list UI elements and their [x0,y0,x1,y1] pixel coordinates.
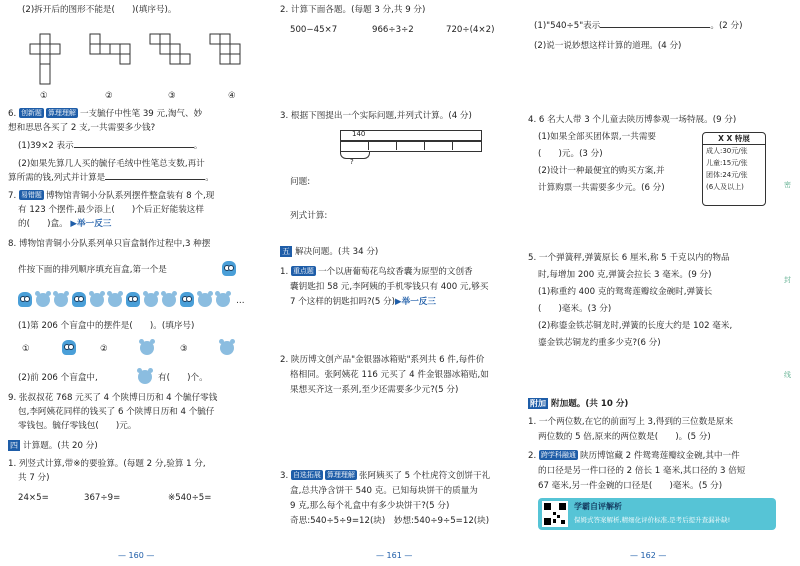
s1-line1: 1. 重点题 一个以唐葡萄花鸟纹香囊为原型的文创香 [280,267,473,277]
q4-line4: (2)设计一种最便宜的购买方案,并 [538,166,665,176]
q8-2 [18,372,98,384]
e2-line3: 67 毫米,另一件金碗的口径是( )毫米。(5 分) [538,481,723,491]
bear-icon [140,341,154,355]
e2-tag: 跨学科融通 [540,451,576,459]
ellipsis: … [236,296,245,306]
page-number: — 160 — [118,551,155,560]
price-sign-title: X X 特展 [703,133,765,145]
section5-heading [280,246,378,258]
price-row-child: 儿童:15元/张 [706,159,748,167]
q8-opt2: ② [100,344,108,354]
a1-line [534,20,742,32]
e2-line2: 的口径是另一件口径的 2 倍长 1 毫米,其口径的 3 倍短 [538,466,746,476]
q8-2-text: (2)前 206 个盲盒中, [18,373,98,383]
q6-2b: 算所需的钱,列式并计算是 。 [8,173,214,183]
q4-line3: ( )元。(3 分) [538,149,603,159]
q6-tag2: 算理理解 [47,109,76,117]
page-middle [268,0,520,566]
s3-tag2: 算理理解 [326,471,355,479]
e2-text1: 陕历博馆藏 2 件鸳鸯莲瓣纹金碗,其中一件 [579,451,740,461]
owl-icon [62,340,76,355]
q6-line1: 6. 创新题 算理理解 一支毓仔中性笔 39 元,淘气、妙 [8,109,203,119]
owl-icon [222,261,236,276]
bear-icon [162,293,176,307]
q7-more-link[interactable]: ▶举一反三 [70,219,112,229]
bottom-bar [340,141,482,152]
s3-line3: 9 克,那么每个礼盒中有多少块饼干?(5 分) [290,501,450,511]
banner-text: 保姆式答案解析,精细化评价标准,是考后提升查漏补缺! [574,516,731,524]
price-row-group: 团体:24元/张 [706,171,748,179]
q7-line3 [18,218,111,230]
bear-icon [138,370,152,384]
bear-icon [216,293,230,307]
extra-tag: 附加 [530,399,546,408]
q8-2b: 有( )个。 [158,373,208,383]
q8-opt3: ③ [180,344,188,354]
net-label-1: ① [40,91,48,101]
page-right [520,0,800,566]
c1-item2: 367÷9= [84,493,121,503]
q6-1: (1)39×2 表示 。 [18,141,203,151]
nets-figure [20,30,260,96]
c2-item2: 966÷3÷2 [372,25,414,35]
extra-text: 附加题。(共 10 分) [551,399,629,409]
owl-icon [72,292,86,307]
s2-line1: 2. 陕历博文创产品"金银器冰箱贴"系列共 6 件,每件价 [280,355,485,365]
owl-icon [126,292,140,307]
section5-num: 五 [282,247,290,256]
q2b-text: (2)拆开后的图形不能是( )(填序号)。 [22,5,177,15]
q6-text1: 一支毓仔中性笔 39 元,淘气、妙 [79,109,203,119]
q6-line2: 想和思思各买了 2 支,一共需要多少钱? [8,123,156,133]
s2-line3: 果想买齐这一系列,至少还需要多少元?(5 分) [290,385,459,395]
qr-code-graphic [542,501,568,527]
net-label-4: ④ [228,91,236,101]
s1-line2: 囊钥匙扣 58 元,李阿姨的手机零钱只有 400 元,够买 [290,282,489,292]
q4-line1: 4. 6 名大人带 3 个儿童去陕历博参观一场特展。(9 分) [528,115,737,125]
price-row-adult: 成人:30元/张 [706,147,748,155]
bear-icon [54,293,68,307]
q9-line1: 9. 张叔叔花 768 元买了 4 个陕博日历和 4 个毓仔零钱 [8,393,218,403]
c1-item3: ※540÷5= [168,493,212,503]
section4-heading [8,440,98,452]
q7-tag: 易错题 [20,191,42,199]
price-sign [702,132,766,206]
owl-icon [180,292,194,307]
top-bar-label: 140 [352,130,366,138]
side-word-3: 线 [784,371,791,379]
c2-item1: 500−45×7 [290,25,338,35]
q8-1: (1)第 206 个盲盒中的摆件是( )。(填序号) [18,321,195,331]
page-number: — 161 — [376,551,413,560]
s2-line2: 格相同。张阿姨花 116 元买了 4 件金银器冰箱贴,如 [290,370,489,380]
a1-text: (1)"540÷5"表示 [534,21,601,31]
q9-line2: 包,李阿姨花同样的钱买了 6 个陕博日历和 4 个毓仔 [18,407,215,417]
q9-line3: 零钱包。毓仔零钱包( )元。 [18,421,137,431]
s1-text1: 一个以唐葡萄花鸟纹香囊为原型的文创香 [317,267,473,277]
s1-line3 [290,296,436,308]
s3-line4: 奇思:540÷5÷9=12(块) 妙想:540÷9÷5=12(块) [290,516,490,526]
price-row-note: (6人及以上) [706,183,744,191]
bear-icon [108,293,122,307]
extra-heading [528,398,628,410]
a2-line: (2)说一说妙想这样计算的道理。(4 分) [534,41,682,51]
q7-text1: 博物馆青铜小分队系列摆件整盒装有 8 个,现 [45,191,215,201]
q7-num: 7. [8,191,17,201]
q7-text3: 的( )盒。 [18,219,68,229]
q5-line4: ( )毫米。(3 分) [538,304,612,314]
q5-line3: (1)称重约 400 克的鸳鸯莲瓣纹金碗时,弹簧长 [538,287,713,297]
c1-line1: 1. 列竖式计算,带※的要验算。(每题 2 分,验算 1 分, [8,459,206,469]
side-word-2: 封 [784,276,791,284]
a1-points: 。(2 分) [710,21,743,31]
s3-tag: 自选拓展 [292,471,321,479]
q4-line2: (1)如果全部买团体票,一共需要 [538,132,657,142]
bear-icon [220,341,234,355]
question-label: 问题: [290,177,311,187]
s1-more-link[interactable]: ▶举一反三 [395,297,436,307]
page-number: — 162 — [630,551,667,560]
section5-text: 解决问题。(共 34 分) [295,247,379,257]
q6-2b-text: 算所需的钱,列式并计算是 [8,173,106,183]
qr-code-icon[interactable] [542,501,568,527]
s1-text3: 7 个这样的钥匙扣吗?(5 分) [290,297,396,307]
q6-tag: 创新题 [20,109,42,117]
brace [340,152,370,159]
net-label-3: ③ [168,91,176,101]
q6-1-text: (1)39×2 表示 [18,141,74,151]
q8-opt1: ① [22,344,30,354]
q4-line5: 计算购票一共需要多少元。(6 分) [538,183,665,193]
owl-icon [18,292,32,307]
e1-line1: 1. 一个两位数,在它的前面写上 3,得到的三位数是原来 [528,417,734,427]
bear-icon [36,293,50,307]
banner-title: 学霸自评解析 [574,502,622,511]
bar-question-mark: ? [350,158,354,166]
q5-line6: 鎏金铁芯铜龙约重多少克?(6 分) [538,338,661,348]
q7-line1 [8,190,214,202]
s1-tag: 重点题 [292,267,314,275]
c2-item3: 720÷(4×2) [446,25,495,35]
section4-text: 计算题。(共 20 分) [23,441,98,451]
q8-line1: 8. 博物馆青铜小分队系列单只盲盒制作过程中,3 种摆 [8,239,211,249]
bear-icon [198,293,212,307]
page-left [0,0,268,566]
side-word-1: 密 [784,181,791,189]
q6-2a: (2)如果先算几人买的毓仔毛绒中性笔总支数,再计 [18,159,205,169]
q8-line2: 件按下面的排列顺序填充盲盒,第一个是 [18,265,167,275]
s3-text1: 张阿姨买了 5 个杜虎符文创饼干礼 [358,471,491,481]
s3-line1: 3. 自选拓展 算理理解 张阿姨买了 5 个杜虎符文创饼干礼 [280,471,491,481]
formula-label: 列式计算: [290,211,328,221]
c2-heading: 2. 计算下面各题。(每题 3 分,共 9 分) [280,5,426,15]
section4-num: 四 [10,441,18,450]
c1-item1: 24×5= [18,493,49,503]
q5-line5: (2)称鎏金铁芯铜龙时,弹簧的长度大约是 102 毫米, [538,321,733,331]
c3-heading: 3. 根据下图提出一个实际问题,并列式计算。(4 分) [280,111,472,121]
e1-line2: 两位数的 5 倍,原来的两位数是( )。(5 分) [538,432,711,442]
net-label-2: ② [105,91,113,101]
s3-line2: 盒,总共净含饼干 540 克。已知每块饼干的质量为 [290,486,478,496]
q5-line2: 时,每增加 200 克,弹簧会拉长 3 毫米。(9 分) [538,270,712,280]
bear-icon [90,293,104,307]
e2-line1: 2. 跨学科融通 陕历博馆藏 2 件鸳鸯莲瓣纹金碗,其中一件 [528,451,740,461]
bear-icon [144,293,158,307]
c1-line2: 共 7 分) [18,473,50,483]
q7-line2: 有 123 个摆件,最少添上( )个后正好能装这样 [18,205,204,215]
q5-line1: 5. 一个弹簧秤,弹簧原长 6 厘米,称 5 千克以内的物品 [528,253,730,263]
self-eval-banner[interactable] [538,498,776,530]
